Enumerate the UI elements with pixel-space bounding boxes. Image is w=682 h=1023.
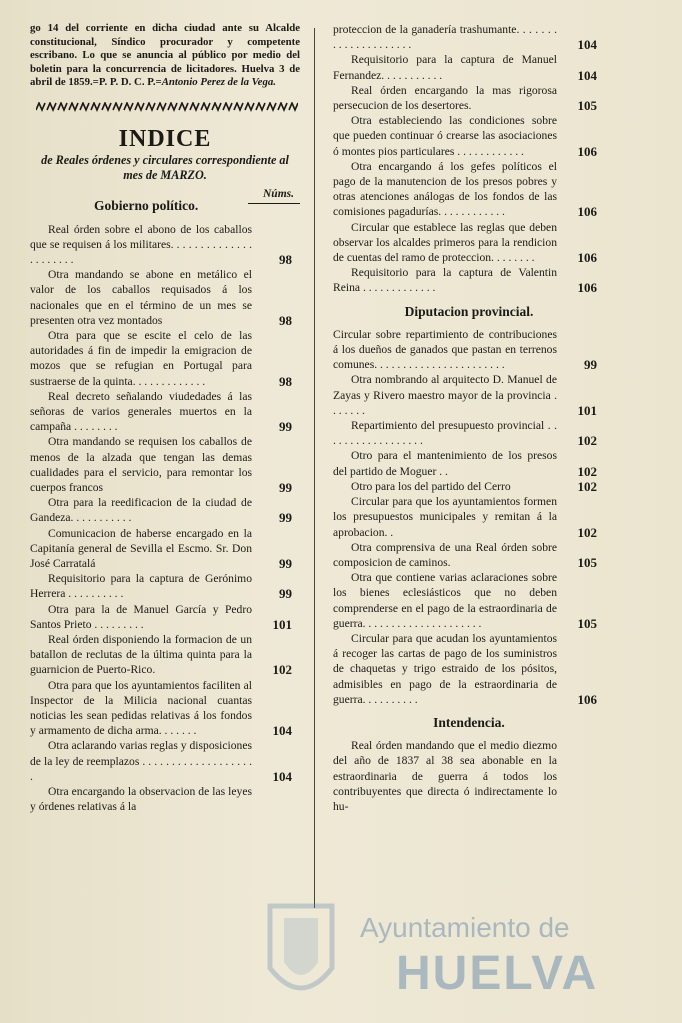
index-subtitle: de Reales órdenes y circulares correspondiente al mes de MARZO. [41,153,289,183]
entry-page-number: 106 [577,204,597,220]
section-intendencia: Intendencia. [433,714,505,730]
entry-page-number: 102 [272,662,292,678]
entry-page-number: 99 [279,586,292,602]
entry-page-number: 99 [584,357,597,373]
index-entry [30,328,300,389]
entry-text: Real órden sobre el abono de los caballos que se requisen á los militares. . . . . . . . . . . . . . . . . . . . . . [30,222,252,266]
ornament-glyph [278,103,287,110]
watermark-line2: HUELVA [396,947,599,1000]
index-entry [30,267,300,328]
entry-page-number: 105 [577,554,597,570]
index-entry [30,526,300,572]
left-entries [30,222,300,815]
index-entry [333,220,605,266]
entry-text: Otra para que los ayuntamientos faciliten al Inspector de la Milicia nacional cuantas noticias les sean pedidas relativas á los fondos y armamento de dicha arma. . . . . . . [30,678,252,738]
index-entry [30,678,300,739]
index-entry [333,738,605,814]
ornament-glyph [223,103,232,110]
entry-page-number: 102 [577,524,597,540]
index-entry [333,540,605,570]
ornament-glyph [179,103,188,110]
entry-text: Repartimiento del presupuesto provincial . . . . . . . . . . . . . . . . . . [333,419,557,448]
index-entry [333,372,605,418]
entry-text: Otra para que se escite el celo de las autoridades á fin de impedir la emigracion de mozos que se refugian en Portugal para sustraerse de la quinta. . . . . . . . . . . . . [30,329,252,388]
entry-page-number: 105 [577,98,597,114]
entry-text: Requisitorio para la captura de Valentin Reina . . . . . . . . . . . . . [333,266,557,295]
index-entry [333,631,605,707]
ornament-glyph [190,103,199,110]
index-entry [30,632,300,678]
entry-text: Real órden mandando que el medio diezmo del año de 1837 al 38 sea abonable en la estraordinaria de guerra á todos los contribuyentes que directa ó indirectamente lo hu- [333,739,557,813]
entry-page-number: 105 [577,615,597,631]
entry-text: Requisitorio para la captura de Gerónimo Herrera . . . . . . . . . . [30,572,252,601]
entry-page-number: 106 [577,691,597,707]
entry-text: Otra nombrando al arquitecto D. Manuel de Zayas y Rivero maestro mayor de la provincia . . . . . . . [333,373,557,417]
ornament-glyph [124,103,133,110]
ornament-glyph [168,103,177,110]
index-entry [30,389,300,435]
ornament-glyph [102,103,111,110]
entry-page-number: 101 [577,402,597,418]
index-title: INDICE [118,126,212,153]
entry-page-number: 101 [272,616,292,632]
entry-text: Comunicacion de haberse encargado en la Capitanía general de Sevilla el Escmo. Sr. Don José Carratalá [30,526,252,571]
entry-page-number: 104 [272,768,292,784]
entry-text: Circular para que acudan los ayuntamientos á recoger las cartas de pago de los suministros de chaquetas y trigo estraido de los pósitos, admisibles en pago de la estraordinaria de guerra. . . . . . . . . . [333,631,557,706]
entry-page-number: 104 [577,67,597,83]
ornament-glyph [80,103,89,110]
entry-text: Otra que contiene varias aclaraciones sobre los bienes eclesiásticos que no deben comprenderse en el pago de la estraordinaria de guerra. . . . . . . . . . . . . . . . . . . . . [333,571,557,630]
entry-text: Otra mandando se abone en metálico el valor de los caballos requisados á los nacionales que en el término de un mes se presenten otra vez montados [30,268,252,327]
index-entry [333,83,605,113]
entry-text: Requisitorio para la captura de Manuel Fernandez. . . . . . . . . . . [333,53,557,82]
ornament-glyph [201,103,210,110]
index-entry [30,784,300,814]
entry-text: Real órden disponiendo la formacion de un batallon de reclutas de la última quinta para la guarnicion de Puerto-Rico. [30,633,252,677]
ornament-glyph [36,103,45,110]
entry-text: proteccion de la ganadería trashumante. . . . . . . . . . . . . . . . . . . . . [333,23,557,52]
section-diputacion-provincial: Diputacion provincial. [404,303,534,319]
ornament-glyph [135,103,144,110]
section-gobierno-politico: Gobierno político. [94,198,199,214]
index-entry [333,479,605,494]
ornament-glyph [91,103,100,110]
ornament-rule [36,102,300,117]
entry-page-number: 104 [272,723,292,739]
entry-page-number: 98 [279,312,292,328]
ornament-glyph [146,103,155,110]
index-entry [333,448,605,478]
entry-page-number: 99 [279,419,292,435]
ornament-glyph [234,103,243,110]
index-entry [333,494,605,540]
index-entry [333,22,605,52]
entry-text: Otra encargando á los gefes políticos el pago de la manutencion de los presos pobres y otras atenciones análogas de los fondos de las comisiones pagadurías. . . . . . . . . . . . [333,159,557,219]
entry-text: Otra comprensiva de una Real órden sobre composicion de caminos. [333,540,557,569]
index-entry [30,571,300,601]
entry-text: Otro para el mantenimiento de los presos del partido de Moguer . . [333,449,557,478]
entry-text: Otro para los del partido del Cerro [351,479,511,493]
entry-page-number: 106 [577,143,597,159]
nums-header: Núms. [263,188,294,201]
intro-paragraph [30,22,300,90]
entry-text: Otra estableciendo las condiciones sobre que pueden continuar ó crearse las asociaciones ó montes pios particulares . . . . . . . . . . . . [333,114,557,158]
index-entry [30,434,300,495]
ornament-glyph [113,103,122,110]
entry-page-number: 99 [279,556,292,572]
entry-page-number: 99 [279,480,292,496]
entry-text: Circular para que los ayuntamientos formen los presupuestos municipales y remitan á la aprobacion. . [333,495,557,539]
index-entry [333,265,605,295]
index-entry [30,222,300,268]
entry-page-number: 106 [577,280,597,296]
entry-text: Otra encargando la observacion de las leyes y órdenes relativas á la [30,785,252,814]
index-entry [333,570,605,631]
index-entry [333,159,605,220]
index-entry [333,418,605,448]
entry-page-number: 102 [577,463,597,479]
ornament-glyph [267,103,276,110]
right-entries-bottom [333,738,605,814]
entry-page-number: 102 [577,433,597,449]
entry-text: Otra para la de Manuel García y Pedro Santos Prieto . . . . . . . . . [30,602,252,631]
entry-text: Otra mandando se requisen los caballos de menos de la alzada que tengan las demas cualidades para el servicio, para remontar los cuerpos francos [30,435,252,495]
column-divider [314,28,315,908]
entry-page-number: 106 [577,250,597,266]
entry-text: Real decreto señalando viudedades á las señoras de varios generales muertos en la campaña . . . . . . . . [30,389,252,434]
right-entries-top [333,22,605,296]
ornament-glyph [157,103,166,110]
index-entry [30,602,300,632]
intro-signer: Antonio Perez de la Vega. [161,76,276,89]
entry-page-number: 99 [279,510,292,526]
ornament-glyph [256,103,265,110]
index-entry [30,495,300,525]
entry-text: Otra para la reedificacion de la ciudad de Gandeza. . . . . . . . . . . [30,496,252,525]
ornament-glyph [58,103,67,110]
entry-text: Circular sobre repartimiento de contribuciones á los dueños de ganados que pastan en terrenos comunes. . . . . . . . . . . . . . . . . . . . . . . [333,327,557,372]
entry-page-number: 104 [577,37,597,53]
entry-text: Circular que establece las reglas que deben observar los alcaldes primeros para la rendicion de cuentas del ramo de proteccion. . . . . . . . [333,220,557,265]
left-column [30,22,300,815]
ornament-glyph [69,103,78,110]
entry-page-number: 102 [577,478,597,494]
entry-page-number: 98 [279,251,292,267]
intro-text: go 14 del corriente en dicha ciudad ante su Alcalde constitucional, Síndico procurador y competente escribano. Lo que se anuncia al público por medio del boletin para la concurrencia de licitadores. Huelva 3 de abril de 1859.=P. P. D. C. P.= [30,22,300,89]
ornament-svg [36,102,298,112]
ornament-glyph [212,103,221,110]
ornament-glyph [289,103,298,110]
right-column [333,22,605,814]
index-entry [30,738,300,784]
index-entry [333,52,605,82]
ornament-glyph [245,103,254,110]
entry-text: Real órden encargando la mas rigorosa persecucion de los desertores. [333,83,557,113]
watermark-line1: Ayuntamiento de [360,912,570,943]
entry-text: Otra aclarando varias reglas y disposiciones de la ley de reemplazos . . . . . . . . . . . . . . . . . . . . [30,739,252,783]
index-entry [333,113,605,159]
right-entries-mid [333,327,605,707]
index-entry [333,327,605,373]
entry-page-number: 98 [279,373,292,389]
ornament-glyph [47,103,56,110]
